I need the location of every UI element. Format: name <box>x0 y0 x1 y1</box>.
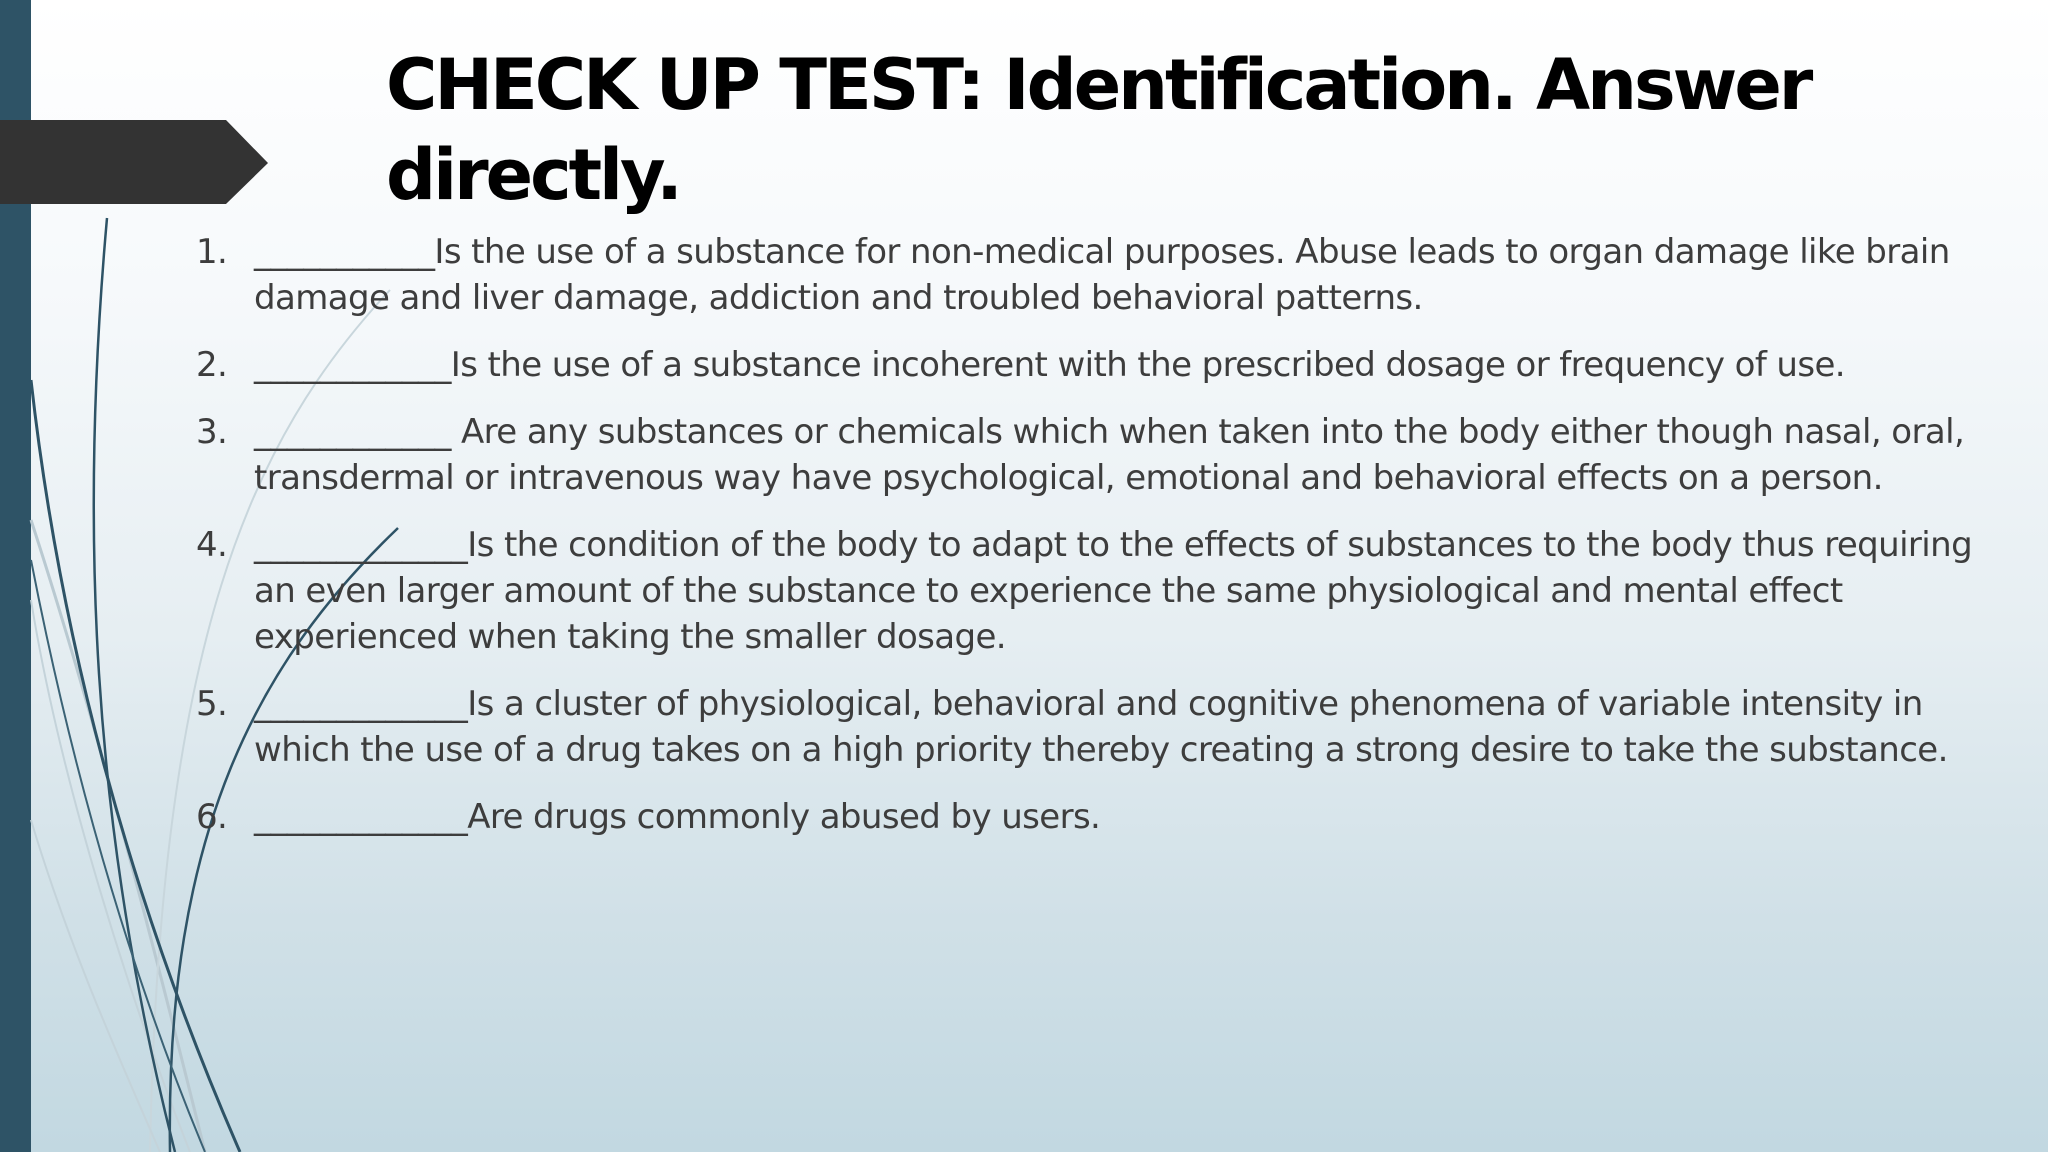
question-item-6 <box>0 794 2048 840</box>
question-item-2 <box>0 342 2048 388</box>
question-list <box>0 229 2048 861</box>
question-text: _____________Is the condition of the body to adapt to the effects of substances to the body thus requiring an even larger amount of the substance to experience the same physiological and mental effect experienced when taking the smaller dosage. <box>254 525 1973 657</box>
question-item-3 <box>0 409 2048 501</box>
question-item-1 <box>0 229 2048 321</box>
question-text: _____________Are drugs commonly abused by users. <box>254 797 1101 837</box>
light-curve-4 <box>31 820 160 1152</box>
question-text: ___________Is the use of a substance for non-medical purposes. Abuse leads to organ damage like brain damage and liver damage, addiction and troubled behavioral patterns. <box>254 232 1950 318</box>
question-number: 1. <box>196 232 228 272</box>
question-text: ____________ Are any substances or chemicals which when taken into the body either though nasal, oral, transdermal or intravenous way have psychological, emotional and behavioral effects on a person. <box>254 412 1965 498</box>
question-number: 3. <box>196 412 228 452</box>
question-number: 6. <box>196 797 228 837</box>
question-text: ____________Is the use of a substance incoherent with the prescribed dosage or frequency of use. <box>254 345 1845 385</box>
question-number: 4. <box>196 525 228 565</box>
title-arrow-banner <box>0 120 268 204</box>
question-text: _____________Is a cluster of physiological, behavioral and cognitive phenomena of variable intensity in which the use of a drug takes on a high priority thereby creating a strong desire to take the substance. <box>254 684 1948 770</box>
question-item-5 <box>0 681 2048 773</box>
question-number: 5. <box>196 684 228 724</box>
slide-title: CHECK UP TEST: Identification. Answer directly. <box>386 44 1811 216</box>
question-item-4 <box>0 522 2048 660</box>
question-number: 2. <box>196 345 228 385</box>
